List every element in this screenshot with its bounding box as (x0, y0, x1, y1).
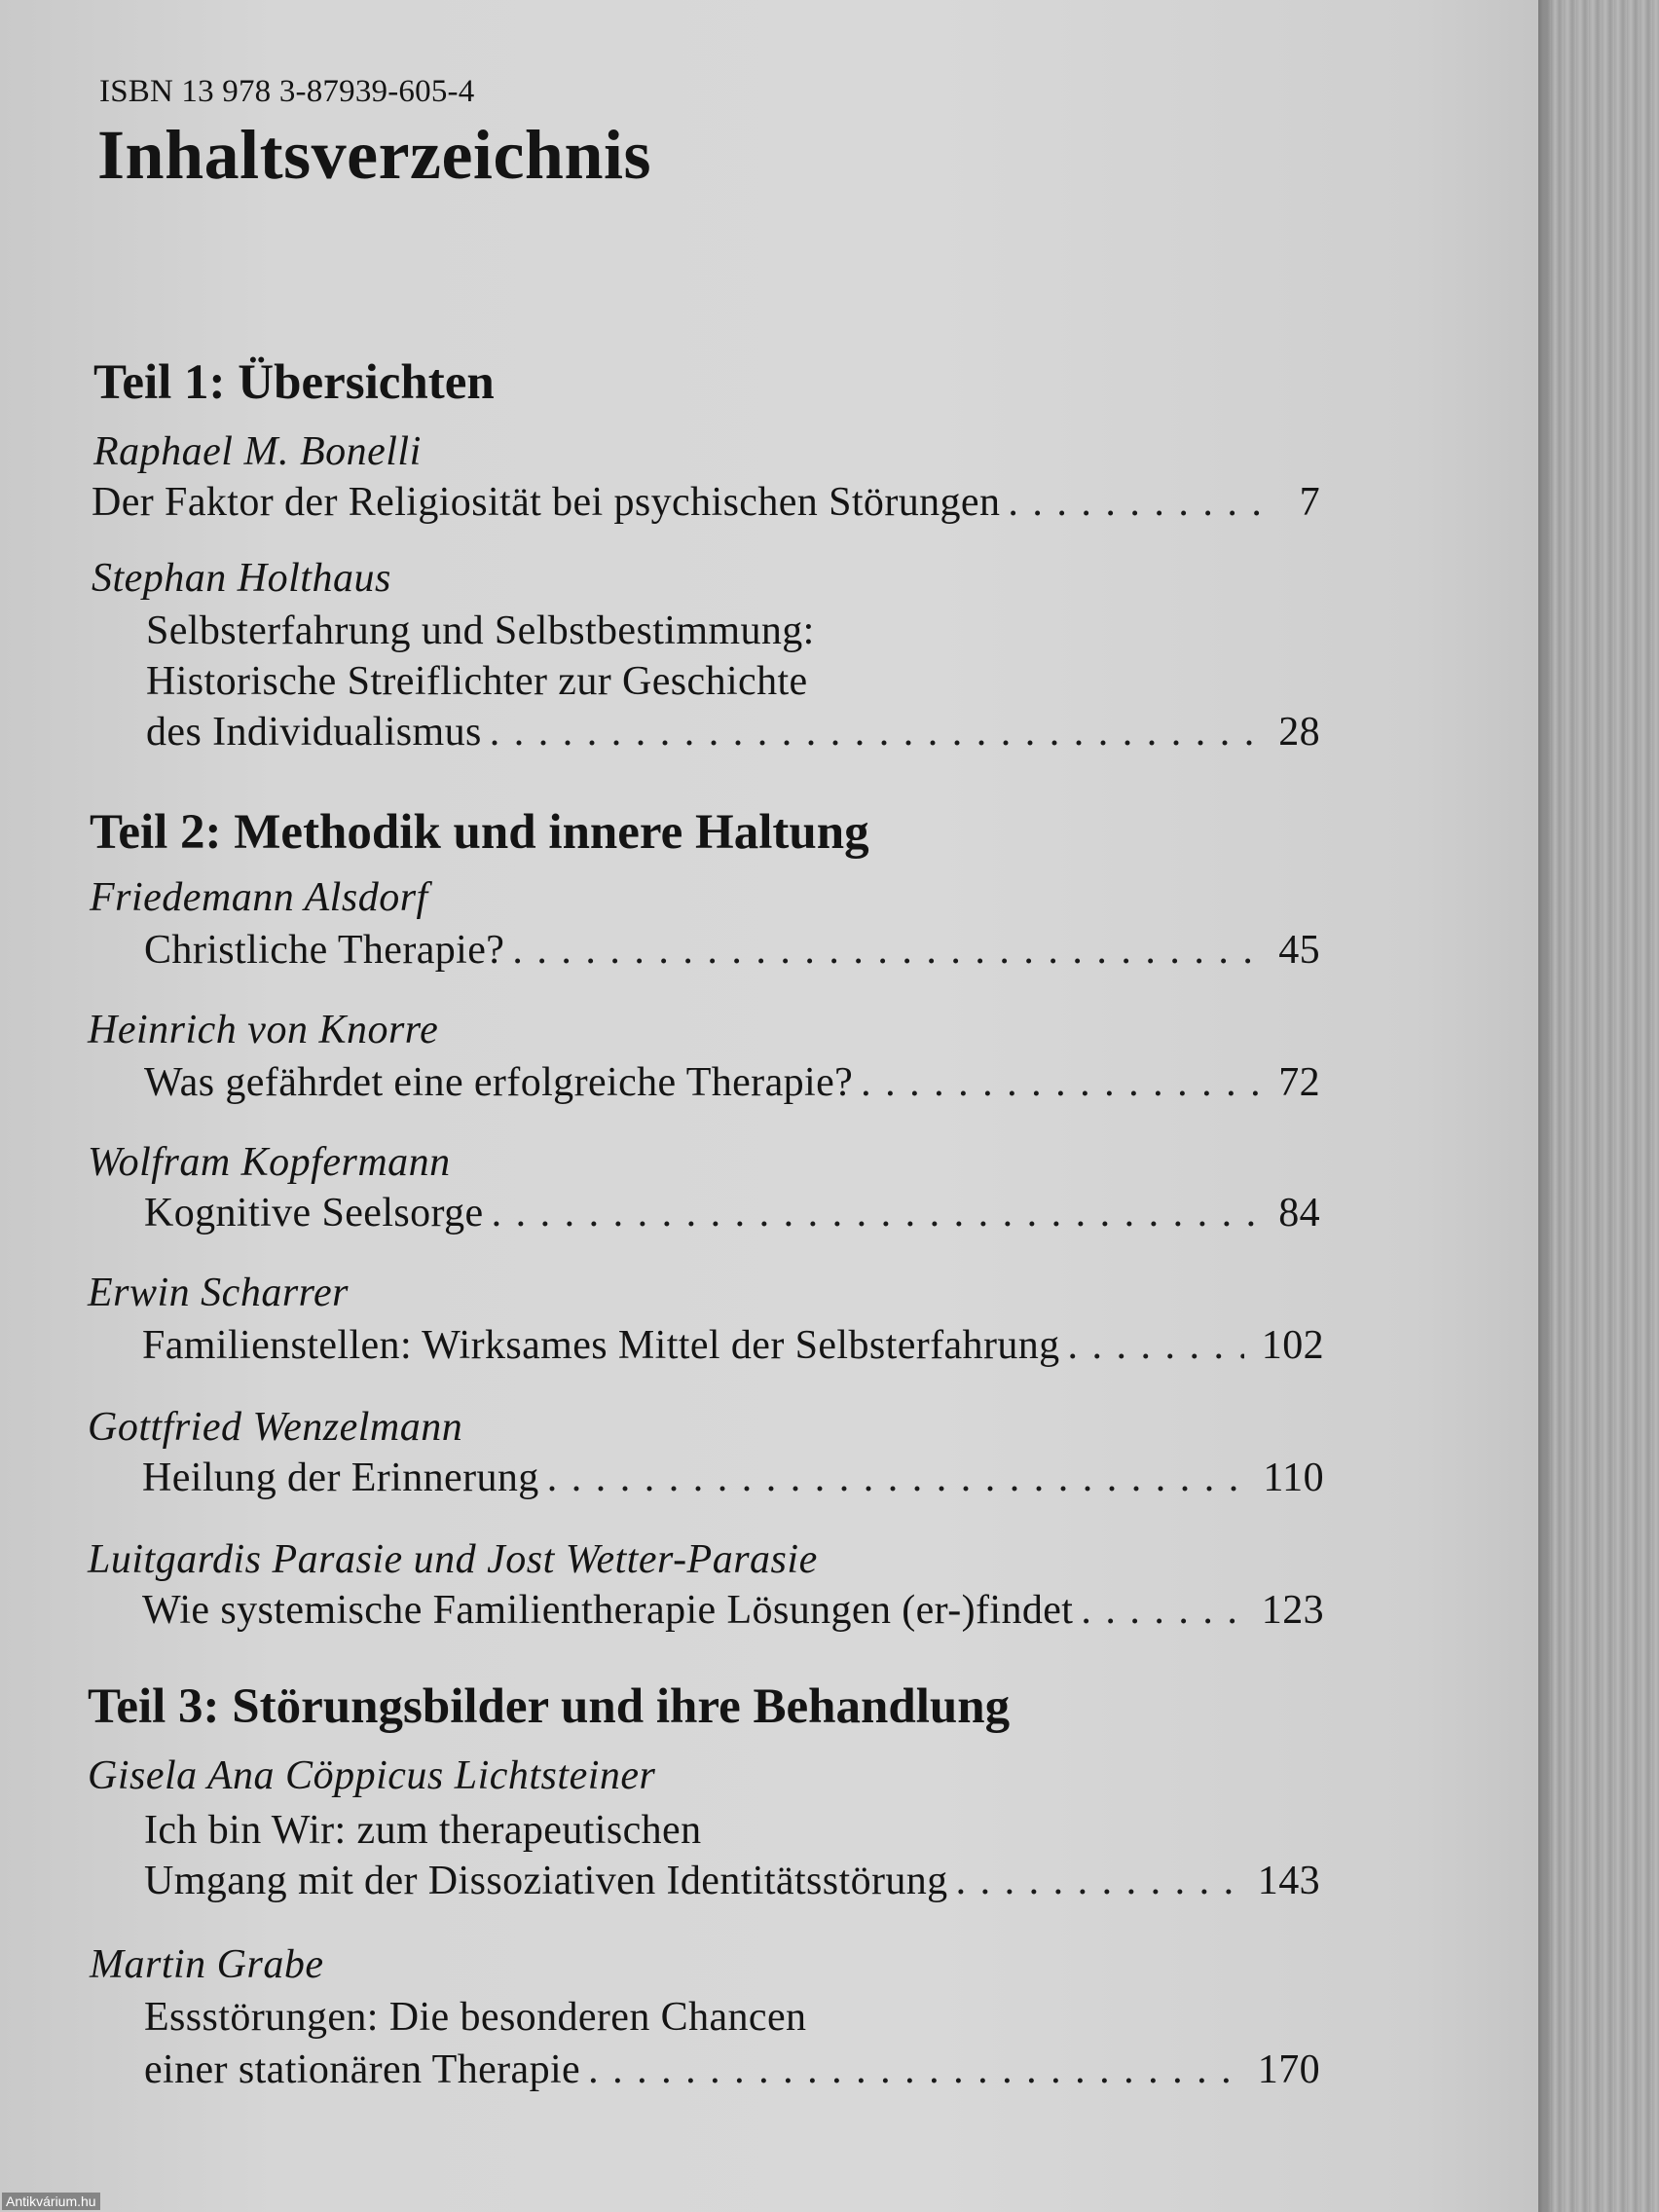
toc-entry-row (144, 2046, 1320, 2093)
entry-author: Friedemann Alsdorf (90, 875, 428, 920)
entry-title: Familienstellen: Wirksames Mittel der Selbsterfahrung (142, 1323, 1060, 1368)
page-title: Inhaltsverzeichnis (97, 116, 652, 194)
toc-entry-row (142, 1455, 1324, 1501)
entry-title: Christliche Therapie? (144, 928, 505, 973)
leader-dots (547, 1455, 1246, 1501)
toc-entry-row (92, 479, 1320, 526)
part-heading-2: Teil 2: Methodik und innere Haltung (90, 805, 869, 860)
leader-dots (512, 927, 1261, 974)
page-number: 110 (1263, 1456, 1324, 1500)
entry-author: Wolfram Kopfermann (88, 1140, 451, 1185)
entry-title: Was gefährdet eine erfolgreiche Therapie? (144, 1060, 854, 1105)
page-number: 143 (1257, 1859, 1320, 1903)
page-number: 102 (1261, 1323, 1324, 1368)
entry-title-line: Essstörungen: Die besonderen Chancen (144, 1995, 807, 2040)
page-number: 123 (1261, 1588, 1324, 1633)
part-heading-1: Teil 1: Übersichten (93, 355, 495, 410)
toc-entry-row (144, 927, 1320, 974)
entry-author: Gisela Ana Cöppicus Lichtsteiner (88, 1753, 656, 1798)
toc-entry-row (144, 1858, 1320, 1904)
entry-title: Heilung der Erinnerung (142, 1456, 539, 1500)
entry-title-line: Historische Streiflichter zur Geschichte (146, 659, 808, 704)
page-number: 170 (1257, 2047, 1320, 2092)
toc-entry-row (142, 1322, 1324, 1369)
leader-dots (1068, 1322, 1244, 1369)
entry-title: Kognitive Seelsorge (144, 1191, 484, 1235)
entry-title-line: Ich bin Wir: zum therapeutischen (144, 1808, 702, 1853)
part-heading-3: Teil 3: Störungsbilder und ihre Behandlung (88, 1679, 1011, 1734)
entry-author: Heinrich von Knorre (88, 1008, 439, 1052)
entry-title-line: Selbsterfahrung und Selbstbestimmung: (146, 608, 815, 653)
entry-title: Der Faktor der Religiosität bei psychischen Störungen (92, 480, 1001, 525)
page-number: 84 (1278, 1191, 1320, 1235)
entry-author: Martin Grabe (90, 1942, 324, 1987)
leader-dots (492, 1190, 1262, 1236)
watermark: Antikvárium.hu (2, 2193, 100, 2210)
entry-author: Stephan Holthaus (92, 556, 391, 601)
leader-dots (490, 709, 1261, 756)
leader-dots (956, 1858, 1240, 1904)
isbn: ISBN 13 978 3-87939-605-4 (99, 74, 475, 109)
entry-title: einer stationären Therapie (144, 2047, 581, 2092)
toc-entry-row (144, 1190, 1320, 1236)
leader-dots (588, 2046, 1240, 2093)
entry-title: Umgang mit der Dissoziativen Identitätsstörung (144, 1859, 948, 1903)
page-number: 72 (1278, 1060, 1320, 1105)
entry-author: Erwin Scharrer (88, 1271, 349, 1315)
page-number: 7 (1299, 480, 1320, 525)
entry-author: Raphael M. Bonelli (93, 429, 422, 474)
leader-dots (1008, 479, 1264, 526)
toc-entry-row (142, 1587, 1324, 1634)
page-number: 45 (1278, 928, 1320, 973)
leader-dots (1081, 1587, 1243, 1634)
entry-author: Gottfried Wenzelmann (88, 1405, 463, 1450)
page-edge (1538, 0, 1659, 2212)
entry-author: Luitgardis Parasie und Jost Wetter-Parasie (88, 1537, 818, 1582)
leader-dots (861, 1059, 1261, 1106)
entry-title: des Individualismus (146, 710, 482, 755)
toc-entry-row (146, 709, 1320, 756)
page-number: 28 (1278, 710, 1320, 755)
entry-title: Wie systemische Familientherapie Lösungen (er-)findet (142, 1588, 1074, 1633)
toc-entry-row (144, 1059, 1320, 1106)
